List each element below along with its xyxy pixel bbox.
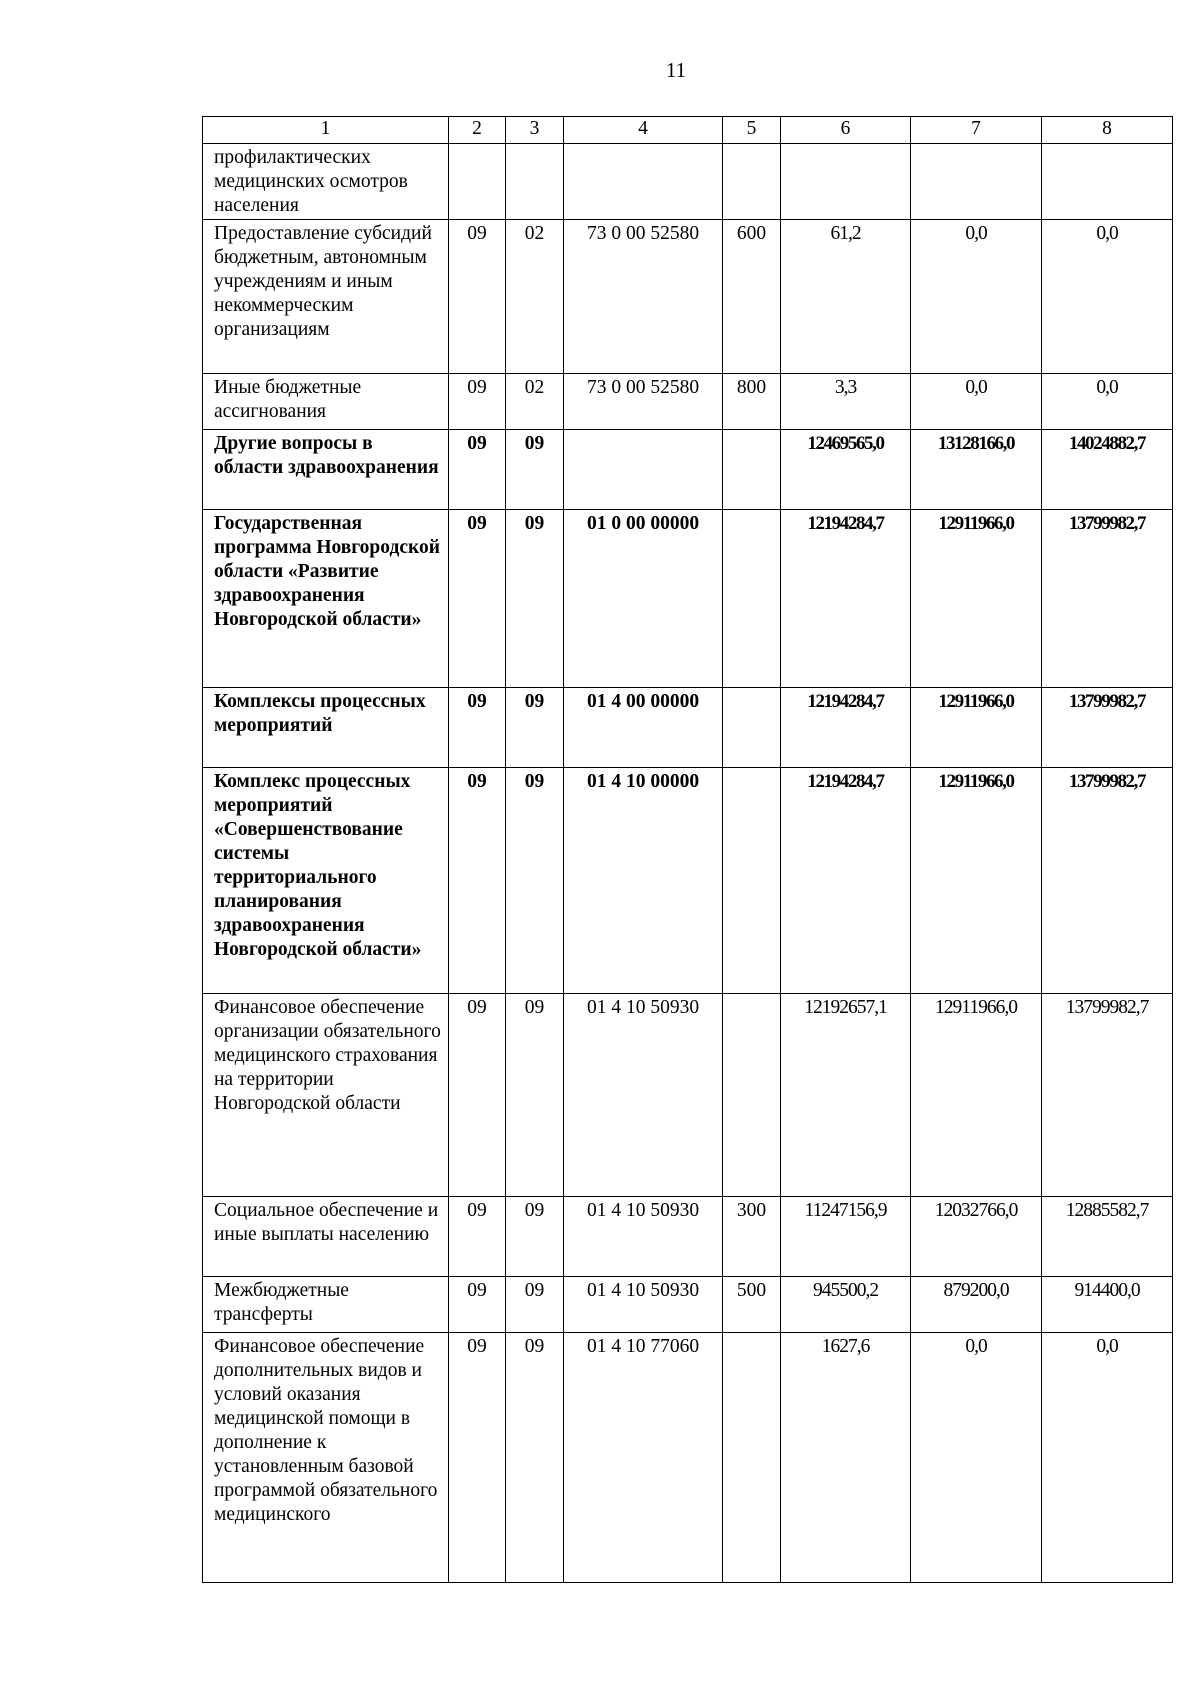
- expense-type-code: [723, 768, 781, 994]
- amount-year-2: 12911966,0: [911, 688, 1042, 768]
- amount-year-1: 11247156,9: [781, 1197, 911, 1277]
- section-code: 09: [449, 220, 506, 374]
- expense-type-code: 500: [723, 1277, 781, 1333]
- target-article-code: [564, 430, 723, 510]
- column-header: 6: [781, 117, 911, 144]
- subsection-code: 09: [506, 1333, 564, 1583]
- table-row: [203, 220, 1173, 374]
- column-header: 4: [564, 117, 723, 144]
- column-header: 3: [506, 117, 564, 144]
- table-row: [203, 374, 1173, 430]
- amount-year-2: 12911966,0: [911, 994, 1042, 1197]
- amount-year-3: 14024882,7: [1042, 430, 1173, 510]
- budget-table: [202, 116, 1173, 1583]
- row-name: Межбюджетные трансферты: [203, 1277, 449, 1333]
- subsection-code: 02: [506, 374, 564, 430]
- row-name: профилактических медицинских осмотров населения: [203, 144, 449, 220]
- amount-year-2: 12032766,0: [911, 1197, 1042, 1277]
- column-header: 8: [1042, 117, 1173, 144]
- section-code: 09: [449, 430, 506, 510]
- expense-type-code: [723, 510, 781, 688]
- target-article-code: 01 4 10 50930: [564, 1197, 723, 1277]
- section-code: 09: [449, 374, 506, 430]
- subsection-code: 09: [506, 430, 564, 510]
- subsection-code: 09: [506, 688, 564, 768]
- expense-type-code: [723, 1333, 781, 1583]
- table-row: [203, 1333, 1173, 1583]
- amount-year-3: 12885582,7: [1042, 1197, 1173, 1277]
- amount-year-1: 12194284,7: [781, 688, 911, 768]
- amount-year-1: 12194284,7: [781, 510, 911, 688]
- table-row: [203, 688, 1173, 768]
- amount-year-3: 13799982,7: [1042, 994, 1173, 1197]
- column-header: 1: [203, 117, 449, 144]
- row-name: Предоставление субсидий бюджетным, автономным учреждениям и иным некоммерческим организациям: [203, 220, 449, 374]
- row-name: Другие вопросы в области здравоохранения: [203, 430, 449, 510]
- expense-type-code: 300: [723, 1197, 781, 1277]
- expense-type-code: [723, 430, 781, 510]
- section-code: 09: [449, 688, 506, 768]
- target-article-code: [564, 144, 723, 220]
- table-header-row: [203, 117, 1173, 144]
- amount-year-2: 0,0: [911, 374, 1042, 430]
- row-name: Комплексы процессных мероприятий: [203, 688, 449, 768]
- table-row: [203, 510, 1173, 688]
- expense-type-code: 800: [723, 374, 781, 430]
- target-article-code: 01 4 10 50930: [564, 994, 723, 1197]
- amount-year-3: 13799982,7: [1042, 510, 1173, 688]
- target-article-code: 01 4 10 00000: [564, 768, 723, 994]
- expense-type-code: 600: [723, 220, 781, 374]
- amount-year-1: 945500,2: [781, 1277, 911, 1333]
- subsection-code: [506, 144, 564, 220]
- amount-year-3: 0,0: [1042, 374, 1173, 430]
- table-row: [203, 144, 1173, 220]
- expense-type-code: [723, 144, 781, 220]
- expense-type-code: [723, 994, 781, 1197]
- target-article-code: 73 0 00 52580: [564, 374, 723, 430]
- section-code: 09: [449, 1197, 506, 1277]
- target-article-code: 73 0 00 52580: [564, 220, 723, 374]
- amount-year-3: 0,0: [1042, 220, 1173, 374]
- table-row: [203, 994, 1173, 1197]
- section-code: 09: [449, 510, 506, 688]
- row-name: Иные бюджетные ассигнования: [203, 374, 449, 430]
- amount-year-3: [1042, 144, 1173, 220]
- amount-year-2: 13128166,0: [911, 430, 1042, 510]
- amount-year-2: 0,0: [911, 1333, 1042, 1583]
- amount-year-2: 879200,0: [911, 1277, 1042, 1333]
- column-header: 5: [723, 117, 781, 144]
- amount-year-2: 12911966,0: [911, 768, 1042, 994]
- amount-year-2: 0,0: [911, 220, 1042, 374]
- amount-year-1: 12192657,1: [781, 994, 911, 1197]
- target-article-code: 01 4 00 00000: [564, 688, 723, 768]
- amount-year-3: 0,0: [1042, 1333, 1173, 1583]
- row-name: Комплекс процессных мероприятий «Совершенствование системы территориального планирования здравоохранения Новгородской области»: [203, 768, 449, 994]
- subsection-code: 09: [506, 1197, 564, 1277]
- target-article-code: 01 4 10 77060: [564, 1333, 723, 1583]
- amount-year-1: 12469565,0: [781, 430, 911, 510]
- section-code: 09: [449, 768, 506, 994]
- column-header: 7: [911, 117, 1042, 144]
- amount-year-2: [911, 144, 1042, 220]
- amount-year-3: 914400,0: [1042, 1277, 1173, 1333]
- amount-year-1: [781, 144, 911, 220]
- table-row: [203, 430, 1173, 510]
- table-row: [203, 1277, 1173, 1333]
- subsection-code: 09: [506, 1277, 564, 1333]
- table-row: [203, 768, 1173, 994]
- row-name: Финансовое обеспечение дополнительных видов и условий оказания медицинской помощи в дополнение к установленным базовой программой обязательного медицинского: [203, 1333, 449, 1583]
- amount-year-1: 1627,6: [781, 1333, 911, 1583]
- amount-year-1: 3,3: [781, 374, 911, 430]
- section-code: [449, 144, 506, 220]
- column-header: 2: [449, 117, 506, 144]
- subsection-code: 09: [506, 510, 564, 688]
- expense-type-code: [723, 688, 781, 768]
- amount-year-3: 13799982,7: [1042, 768, 1173, 994]
- amount-year-2: 12911966,0: [911, 510, 1042, 688]
- section-code: 09: [449, 1277, 506, 1333]
- table-row: [203, 1197, 1173, 1277]
- row-name: Финансовое обеспечение организации обязательного медицинского страхования на территории Новгородской области: [203, 994, 449, 1197]
- subsection-code: 09: [506, 768, 564, 994]
- subsection-code: 02: [506, 220, 564, 374]
- subsection-code: 09: [506, 994, 564, 1197]
- section-code: 09: [449, 1333, 506, 1583]
- amount-year-1: 12194284,7: [781, 768, 911, 994]
- row-name: Государственная программа Новгородской области «Развитие здравоохранения Новгородской области»: [203, 510, 449, 688]
- amount-year-3: 13799982,7: [1042, 688, 1173, 768]
- target-article-code: 01 4 10 50930: [564, 1277, 723, 1333]
- page-number: 11: [665, 58, 687, 82]
- section-code: 09: [449, 994, 506, 1197]
- amount-year-1: 61,2: [781, 220, 911, 374]
- target-article-code: 01 0 00 00000: [564, 510, 723, 688]
- row-name: Социальное обеспечение и иные выплаты населению: [203, 1197, 449, 1277]
